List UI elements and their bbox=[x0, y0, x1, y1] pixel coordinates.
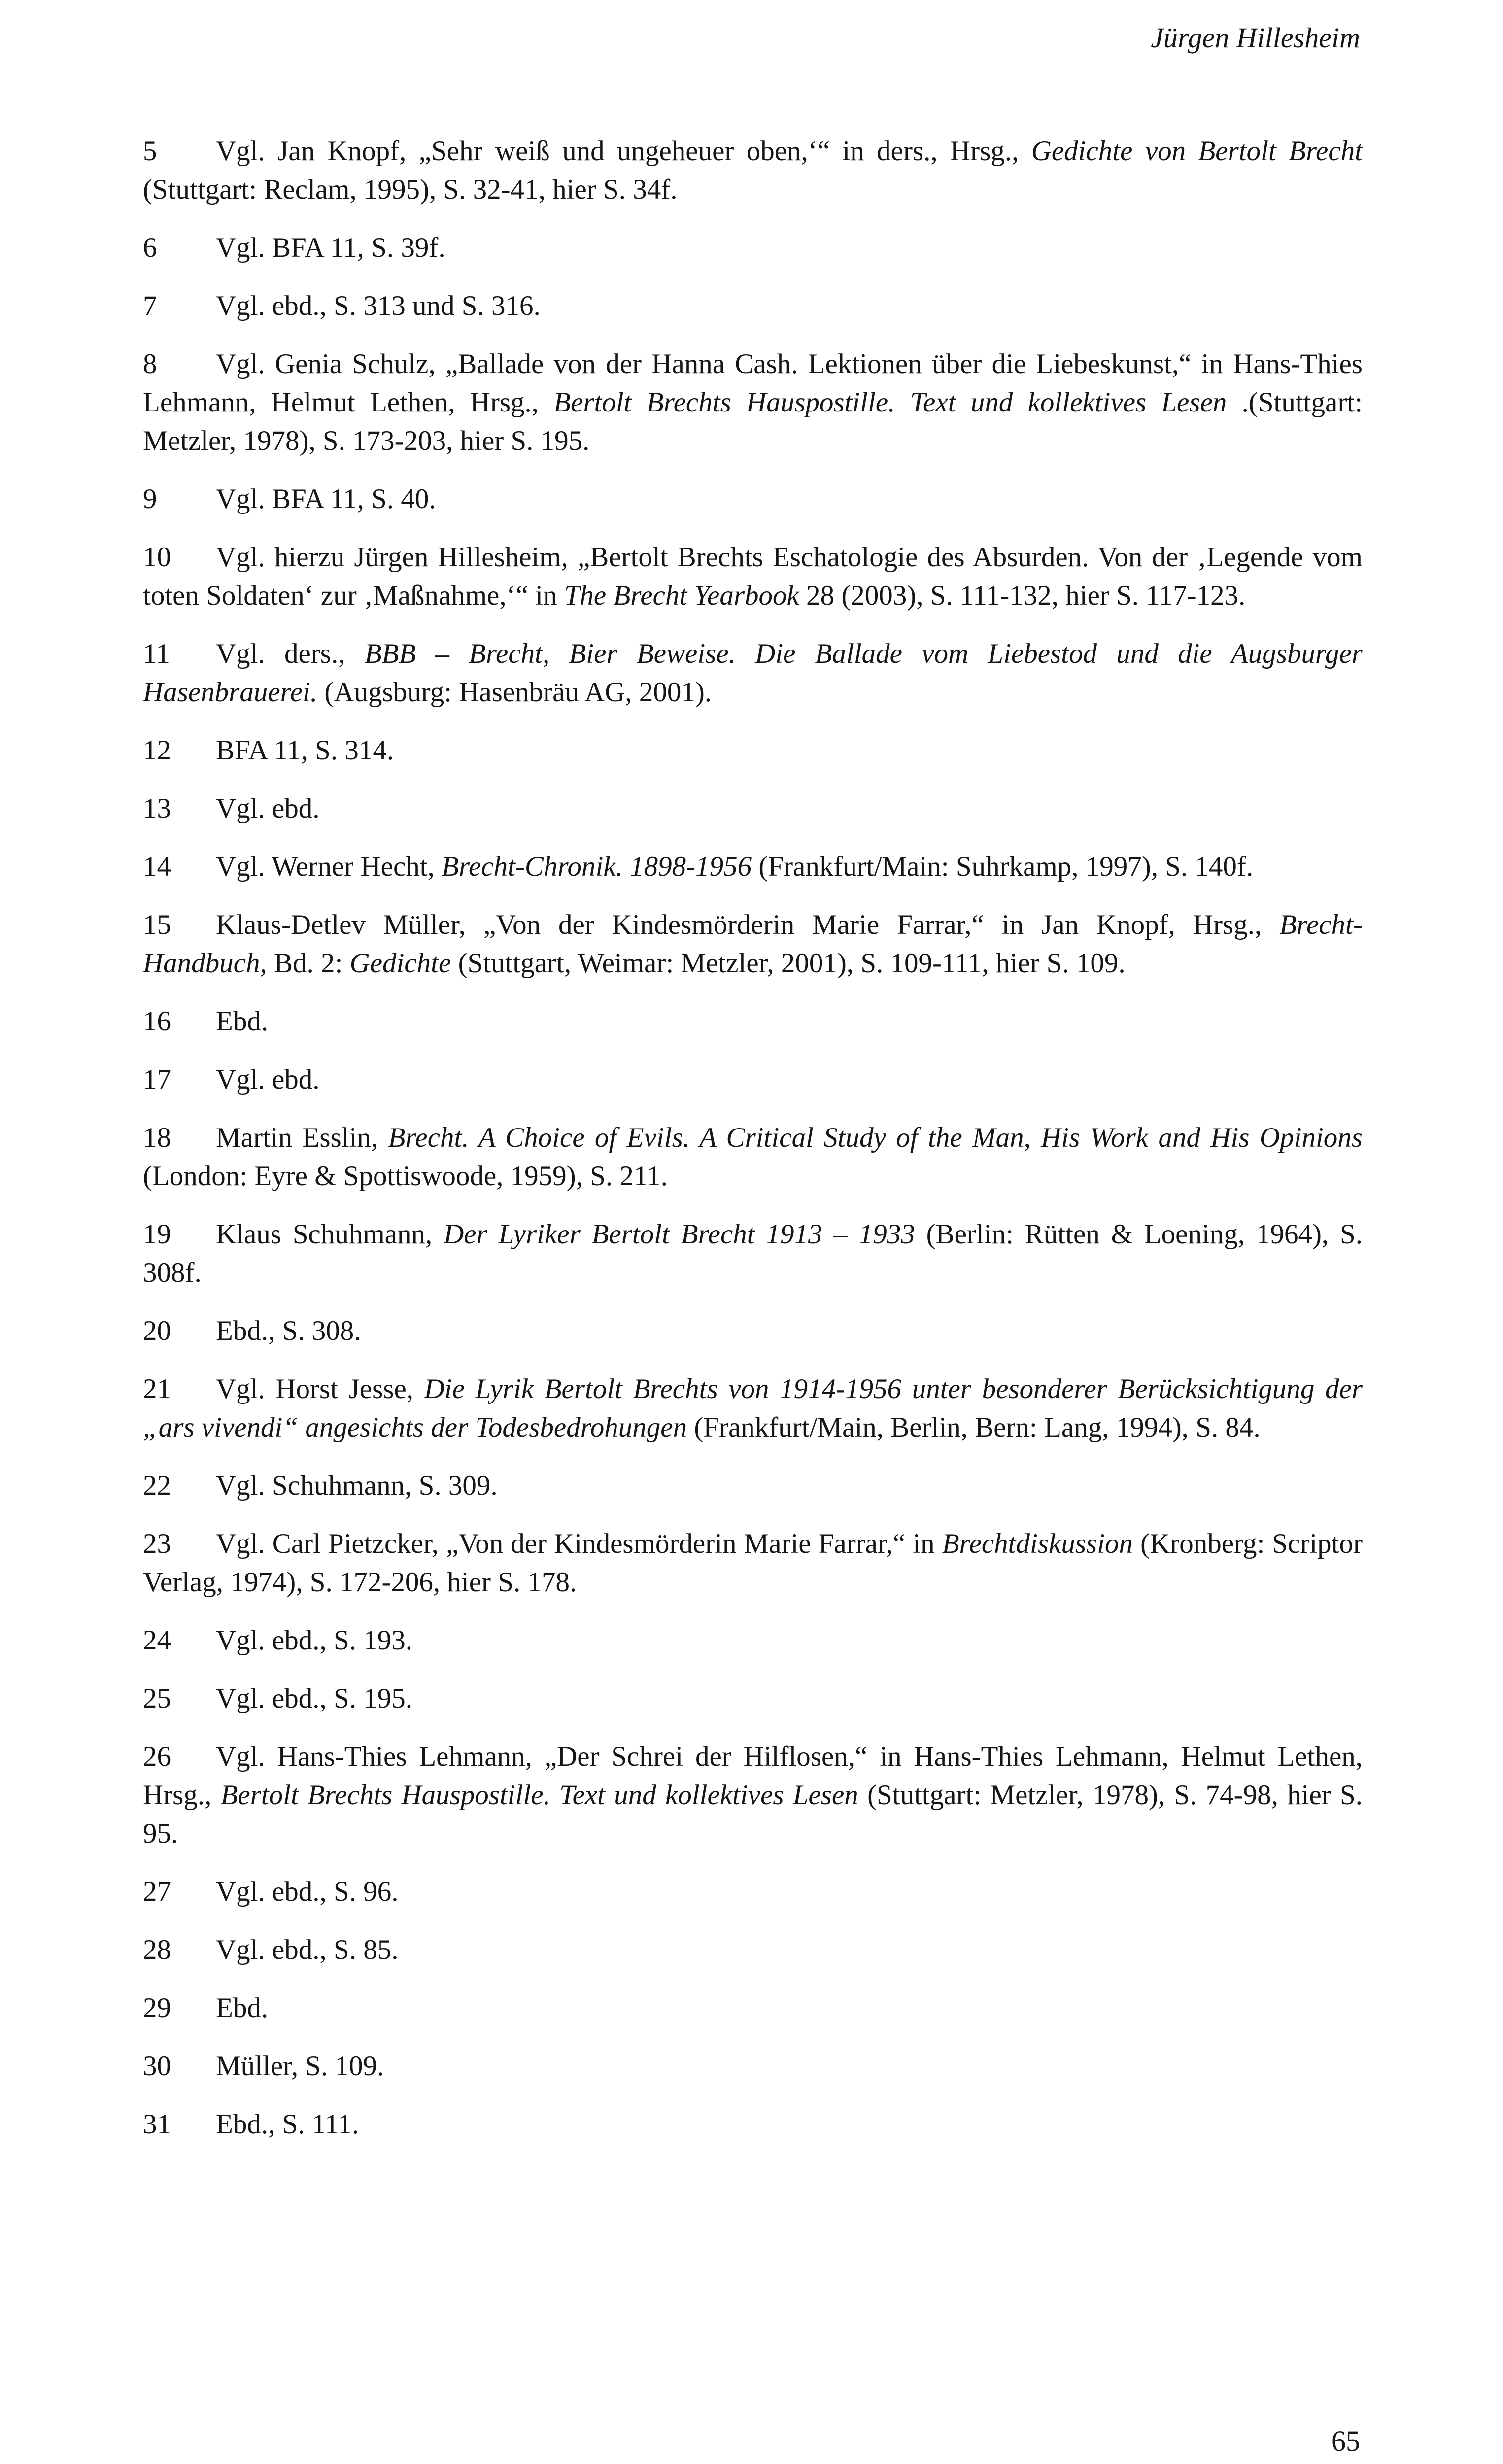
endnote-text: Müller, S. 109. bbox=[216, 2051, 384, 2082]
endnote-text: (Stuttgart, Weimar: Metzler, 2001), S. 109-111, hier S. 109. bbox=[451, 948, 1126, 979]
endnote-text: Vgl. ebd., S. 85. bbox=[216, 1934, 399, 1965]
endnote-text: (Berlin: Rütten & Loening, 1964), S. 308f. bbox=[143, 1219, 1363, 1288]
endnote-number: 14 bbox=[143, 851, 171, 882]
endnote-number: 20 bbox=[143, 1315, 171, 1346]
endnote-text: (Stuttgart: Reclam, 1995), S. 32-41, hier S. 34f. bbox=[143, 174, 678, 205]
endnote bbox=[143, 1061, 1363, 1099]
endnote-number: 13 bbox=[143, 793, 171, 824]
endnote-text: Vgl. Genia Schulz, „Ballade von der Hanna Cash. Lektionen über die Liebeskunst,“ in Hans-Thies Lehmann, Helmut Lethen, Hrsg., bbox=[143, 348, 1363, 418]
endnote-title-italic: Bertolt Brechts Hauspostille. Text und kollektives Lesen bbox=[220, 1780, 858, 1811]
endnote-text: Vgl. ebd., S. 195. bbox=[216, 1683, 412, 1714]
endnote-number: 19 bbox=[143, 1219, 171, 1250]
endnote-text: (Frankfurt/Main, Berlin, Bern: Lang, 1994), S. 84. bbox=[687, 1412, 1261, 1443]
endnote bbox=[143, 345, 1363, 460]
endnote-title-italic: Bertolt Brechts Hauspostille. Text und kollektives Lesen bbox=[553, 387, 1227, 418]
endnote bbox=[143, 287, 1363, 325]
page-number: 65 bbox=[1332, 2425, 1360, 2457]
endnote-text: Vgl. ebd., S. 313 und S. 316. bbox=[216, 290, 541, 321]
endnote-text: Vgl. ebd., S. 96. bbox=[216, 1876, 399, 1907]
endnote-title-italic: Die Lyrik Bertolt Brechts von 1914-1956 unter besonderer Berücksichtigung der „ars vivendi“ angesichts der Todesbedrohungen bbox=[143, 1373, 1363, 1443]
endnote-text: Vgl. hierzu Jürgen Hillesheim, „Bertolt Brechts Eschatologie des Absurden. Von der ‚Legende vom toten Soldaten‘ zur ‚Maßnahme,‘“ in bbox=[143, 542, 1363, 611]
endnote-text: (London: Eyre & Spottiswoode, 1959), S. 211. bbox=[143, 1161, 668, 1192]
endnote-number: 12 bbox=[143, 735, 171, 766]
endnote bbox=[143, 789, 1363, 828]
endnote-text: Klaus Schuhmann, bbox=[216, 1219, 444, 1250]
endnote-title-italic: Der Lyriker Bertolt Brecht 1913 – 1933 bbox=[444, 1219, 915, 1250]
endnote-text: Vgl. ebd. bbox=[216, 793, 320, 824]
endnote bbox=[143, 1002, 1363, 1041]
endnote bbox=[143, 848, 1363, 886]
endnote-number: 15 bbox=[143, 909, 171, 940]
endnotes-list bbox=[143, 132, 1363, 2163]
endnote-text: 28 (2003), S. 111-132, hier S. 117-123. bbox=[799, 580, 1246, 611]
endnote bbox=[143, 731, 1363, 770]
endnote bbox=[143, 1467, 1363, 1505]
endnote bbox=[143, 635, 1363, 712]
endnote-number: 31 bbox=[143, 2109, 171, 2140]
endnote-text: Vgl. Schuhmann, S. 309. bbox=[216, 1470, 498, 1501]
endnote-number: 7 bbox=[143, 290, 157, 321]
endnote-number: 30 bbox=[143, 2051, 171, 2082]
endnote bbox=[143, 1525, 1363, 1602]
running-header: Jürgen Hillesheim bbox=[1151, 22, 1360, 54]
endnote bbox=[143, 1679, 1363, 1718]
endnote-number: 23 bbox=[143, 1528, 171, 1559]
endnote-text: Vgl. ders., bbox=[216, 638, 365, 669]
endnote-number: 9 bbox=[143, 483, 157, 514]
endnote-number: 10 bbox=[143, 542, 171, 573]
endnote-number: 21 bbox=[143, 1373, 171, 1404]
endnote-text: .(Stuttgart: Metzler, 1978), S. 173-203, hier S. 195. bbox=[143, 387, 1363, 456]
endnote bbox=[143, 480, 1363, 518]
endnote-text: Ebd. bbox=[216, 1992, 269, 2023]
endnote bbox=[143, 1119, 1363, 1196]
endnote bbox=[143, 1621, 1363, 1660]
endnote-number: 11 bbox=[143, 638, 170, 669]
endnote-number: 27 bbox=[143, 1876, 171, 1907]
endnote bbox=[143, 229, 1363, 267]
endnote-title-italic: BBB – Brecht, Bier Beweise. Die Ballade vom Liebestod und die Augsburger Hasenbrauerei. bbox=[143, 638, 1363, 708]
endnote bbox=[143, 1370, 1363, 1447]
endnote-text: Ebd., S. 308. bbox=[216, 1315, 361, 1346]
endnote bbox=[143, 1738, 1363, 1853]
endnote-text: BFA 11, S. 314. bbox=[216, 735, 394, 766]
endnote-text: Vgl. ebd. bbox=[216, 1064, 320, 1095]
endnote-text: Vgl. BFA 11, S. 40. bbox=[216, 483, 436, 514]
endnote bbox=[143, 132, 1363, 209]
endnote-title-italic: Gedichte von Bertolt Brecht bbox=[1031, 136, 1363, 167]
endnote-number: 5 bbox=[143, 136, 157, 167]
endnote bbox=[143, 1312, 1363, 1350]
endnote-text: Ebd. bbox=[216, 1006, 269, 1037]
endnote bbox=[143, 2105, 1363, 2144]
endnote bbox=[143, 538, 1363, 615]
endnote bbox=[143, 1931, 1363, 1969]
endnote-number: 29 bbox=[143, 1992, 171, 2023]
endnote-text: Vgl. ebd., S. 193. bbox=[216, 1625, 412, 1656]
endnote-text: Vgl. Carl Pietzcker, „Von der Kindesmörderin Marie Farrar,“ in bbox=[216, 1528, 942, 1559]
endnote-text: Bd. 2: bbox=[267, 948, 350, 979]
endnote-title-italic: The Brecht Yearbook bbox=[564, 580, 799, 611]
endnote bbox=[143, 1215, 1363, 1292]
endnote-text: Vgl. BFA 11, S. 39f. bbox=[216, 232, 445, 263]
endnote bbox=[143, 1873, 1363, 1911]
endnote-title-italic: Gedichte bbox=[349, 948, 451, 979]
endnote-number: 6 bbox=[143, 232, 157, 263]
endnote-text: (Stuttgart: Metzler, 1978), S. 74-98, hier S. 95. bbox=[143, 1780, 1363, 1849]
endnote-number: 8 bbox=[143, 348, 157, 379]
endnote-text: (Augsburg: Hasenbräu AG, 2001). bbox=[317, 677, 712, 708]
endnote-number: 18 bbox=[143, 1122, 171, 1153]
endnote bbox=[143, 2047, 1363, 2086]
endnote-text: Martin Esslin, bbox=[216, 1122, 388, 1153]
endnote-title-italic: Brecht-Chronik. 1898-1956 bbox=[442, 851, 752, 882]
endnote-number: 22 bbox=[143, 1470, 171, 1501]
endnote bbox=[143, 1989, 1363, 2027]
endnote bbox=[143, 906, 1363, 983]
endnote-number: 16 bbox=[143, 1006, 171, 1037]
endnote-text: (Frankfurt/Main: Suhrkamp, 1997), S. 140f. bbox=[752, 851, 1254, 882]
endnote-number: 24 bbox=[143, 1625, 171, 1656]
endnote-number: 26 bbox=[143, 1741, 171, 1772]
endnote-title-italic: Brecht. A Choice of Evils. A Critical Study of the Man, His Work and His Opinions bbox=[388, 1122, 1363, 1153]
endnote-number: 25 bbox=[143, 1683, 171, 1714]
endnote-title-italic: Brechtdiskussion bbox=[942, 1528, 1133, 1559]
endnote-title-italic: Brecht-Handbuch, bbox=[143, 909, 1363, 979]
endnote-text: Vgl. Horst Jesse, bbox=[216, 1373, 424, 1404]
endnote-text: Vgl. Jan Knopf, „Sehr weiß und ungeheuer oben,‘“ in ders., Hrsg., bbox=[216, 136, 1031, 167]
endnote-number: 28 bbox=[143, 1934, 171, 1965]
endnote-text: (Kronberg: Scriptor Verlag, 1974), S. 172-206, hier S. 178. bbox=[143, 1528, 1363, 1598]
endnote-text: Klaus-Detlev Müller, „Von der Kindesmörderin Marie Farrar,“ in Jan Knopf, Hrsg., bbox=[216, 909, 1280, 940]
endnote-text: Vgl. Hans-Thies Lehmann, „Der Schrei der Hilflosen,“ in Hans-Thies Lehmann, Helmut Lethen, Hrsg., bbox=[143, 1741, 1363, 1811]
endnote-text: Ebd., S. 111. bbox=[216, 2109, 359, 2140]
endnote-number: 17 bbox=[143, 1064, 171, 1095]
endnote-text: Vgl. Werner Hecht, bbox=[216, 851, 442, 882]
